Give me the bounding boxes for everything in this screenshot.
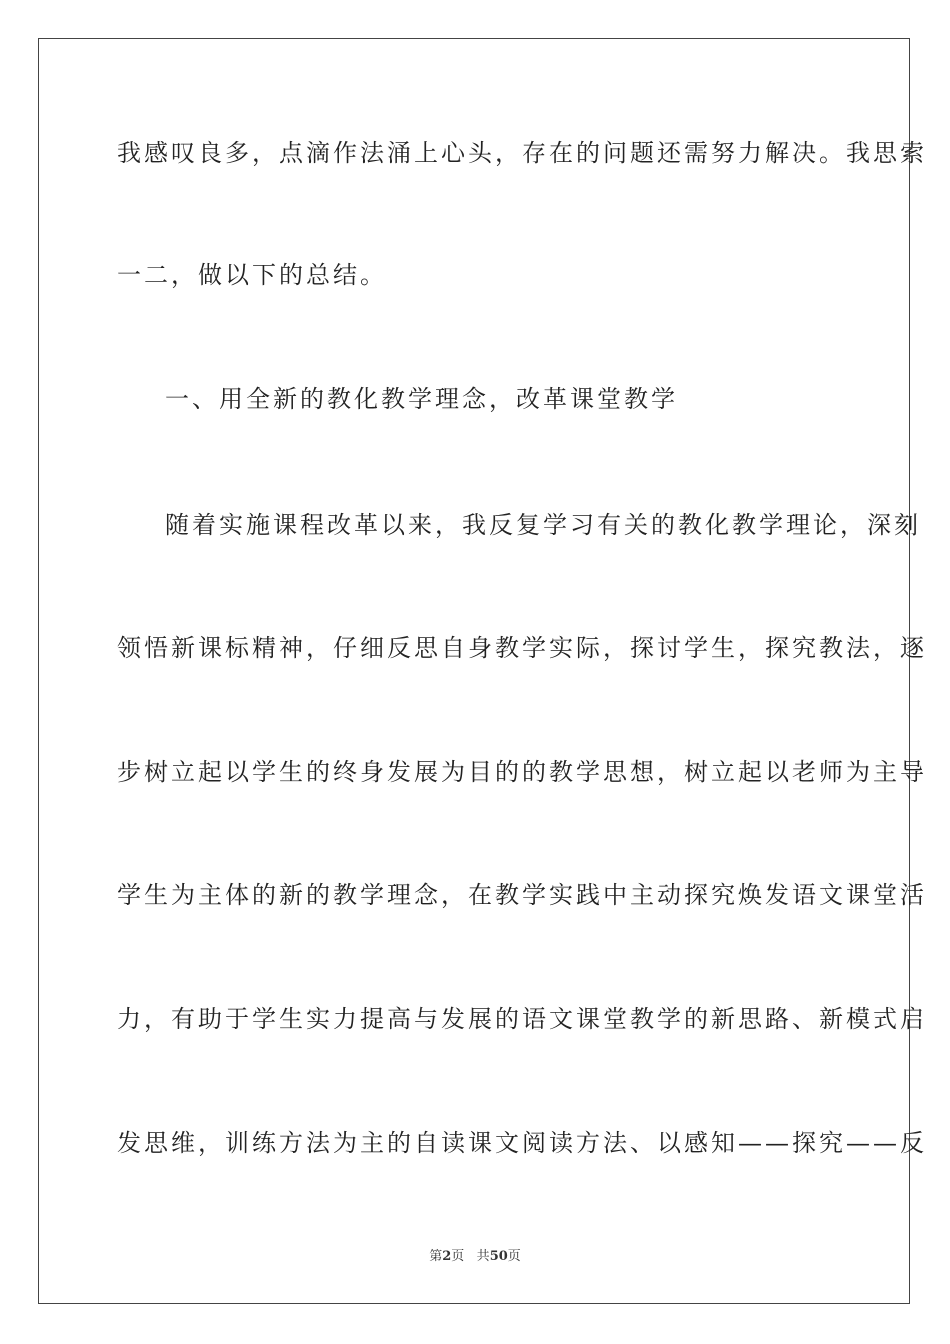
- total-pages: 50: [489, 1249, 508, 1264]
- page-number: 2: [442, 1249, 452, 1264]
- page-prefix: 第: [429, 1249, 443, 1264]
- section-heading: 一、用全新的教化教学理念，改革课堂教学: [165, 385, 678, 413]
- body-text-line-2: 一二，做以下的总结。: [117, 261, 387, 289]
- body-text-line-1: 我感叹良多，点滴作法涌上心头，存在的问题还需努力解决。我思索: [117, 139, 927, 167]
- body-text-line-7: 力，有助于学生实力提高与发展的语文课堂教学的新思路、新模式启: [117, 1005, 927, 1033]
- page-border: [38, 38, 910, 1304]
- total-prefix: 共: [476, 1249, 490, 1264]
- body-text-line-4: 领悟新课标精神，仔细反思自身教学实际，探讨学生，探究教法，逐: [117, 634, 927, 662]
- page-footer: [0, 1248, 950, 1266]
- page-suffix: 页: [451, 1249, 465, 1264]
- total-suffix: 页: [507, 1249, 521, 1264]
- body-text-line-3: 随着实施课程改革以来，我反复学习有关的教化教学理论，深刻: [165, 511, 921, 539]
- body-text-line-6: 学生为主体的新的教学理念，在教学实践中主动探究焕发语文课堂活: [117, 881, 927, 909]
- body-text-line-8: 发思维，训练方法为主的自读课文阅读方法、以感知——探究——反: [117, 1129, 927, 1157]
- body-text-line-5: 步树立起以学生的终身发展为目的的教学思想，树立起以老师为主导: [117, 758, 927, 786]
